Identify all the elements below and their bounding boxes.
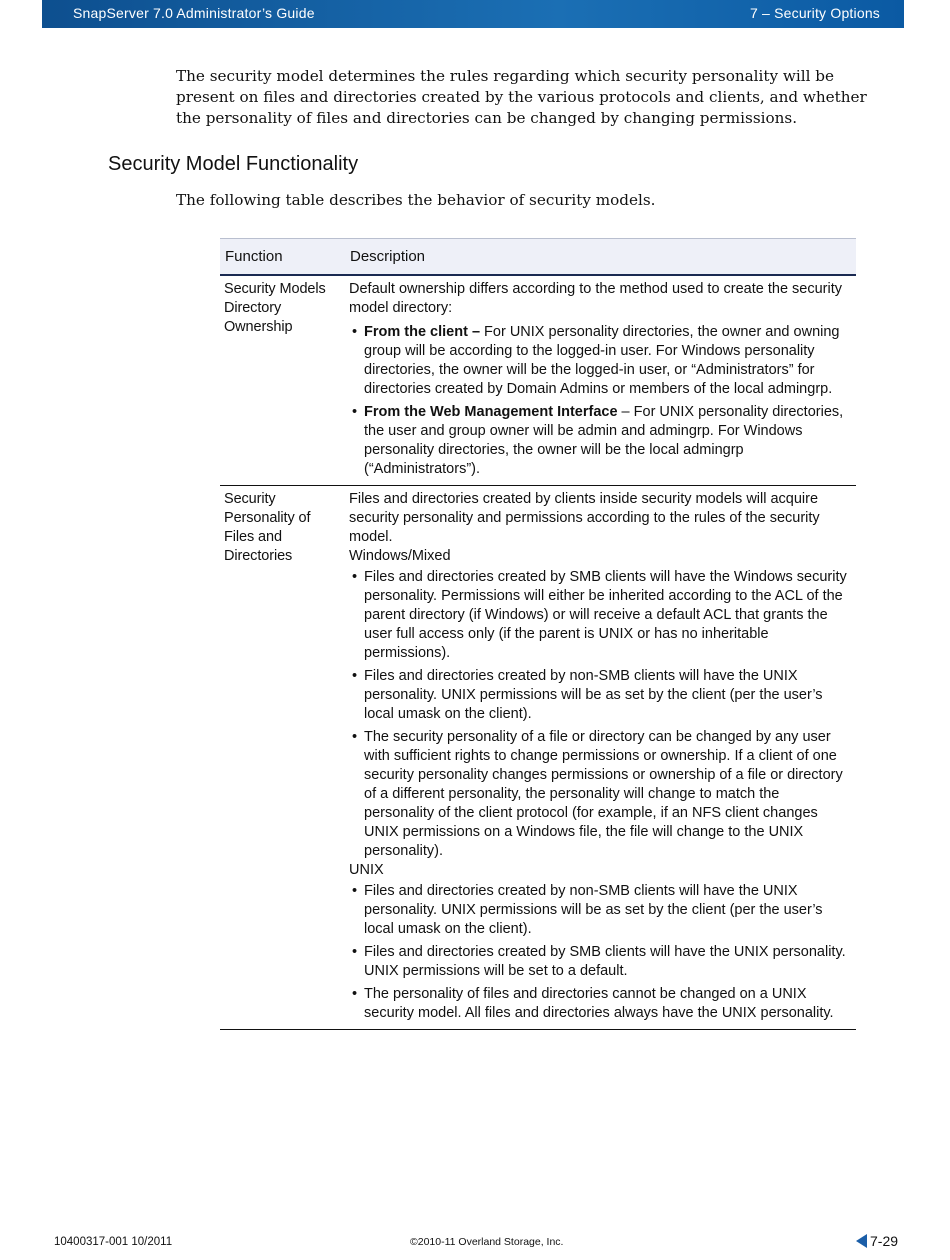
header-function: Function bbox=[225, 248, 283, 265]
list-item: • Files and directories created by non-SMB clients will have the UNIX personality. UNIX permissions will be as set by the client (per the user’s local umask on the client). bbox=[349, 882, 848, 939]
bullet-list bbox=[349, 323, 848, 479]
row-description bbox=[349, 486, 856, 1029]
table-row bbox=[220, 276, 856, 486]
footer-copyright: ©2010-11 Overland Storage, Inc. bbox=[410, 1236, 564, 1248]
row-function-label: Security Personality of Files and Directories bbox=[224, 491, 311, 564]
bullet-list bbox=[349, 568, 848, 861]
list-item: • The security personality of a file or directory can be changed by any user with sufficient rights to change permissions or ownership. If a client of one security personality changes permissions or ownership of a file or directory of a different personality, the personality will change to match the personality of the client protocol (for example, if an NFS client changes UNIX permissions on a Windows file, the file will change to the UNIX personality). bbox=[349, 728, 848, 861]
bullet-term: From the Web Management Interface bbox=[364, 404, 618, 420]
intro-paragraph: The security model determines the rules regarding which security personality will be present on files and directories created by the various protocols and clients, and whether the personality of files and directories can be changed by changing permissions. bbox=[176, 67, 867, 127]
row-function-label: Security Models Directory Ownership bbox=[224, 281, 326, 335]
left-triangle-icon bbox=[856, 1234, 867, 1248]
table-row bbox=[220, 486, 856, 1030]
description-intro: Default ownership differs according to the method used to create the security model directory: bbox=[349, 281, 843, 316]
list-item bbox=[349, 323, 848, 399]
list-item bbox=[349, 403, 848, 479]
bullet-text: For UNIX personality directories, the owner and owning group will be according to the logged-in user. For Windows personality directories, the owner will be the logged-in user, or “Administrators” for directories created by Domain Admins or members of the local admingrp. bbox=[364, 324, 840, 397]
lead-paragraph: The following table describes the behavior of security models. bbox=[176, 191, 656, 209]
header-chapter-title: 7 – Security Options bbox=[749, 5, 880, 21]
list-item: • Files and directories created by SMB clients will have the UNIX personality. UNIX permissions will be set to a default. bbox=[349, 943, 848, 981]
row-description bbox=[349, 276, 856, 485]
list-item: • Files and directories created by non-SMB clients will have the UNIX personality. UNIX permissions will be as set by the client (per the user’s local umask on the client). bbox=[349, 667, 848, 724]
subheading-windows: Windows/Mixed bbox=[349, 548, 451, 564]
page-header bbox=[42, 0, 904, 28]
section-title: Security Model Functionality bbox=[108, 153, 359, 175]
list-item: • The personality of files and directories cannot be changed on a UNIX security model. All files and directories always have the UNIX personality. bbox=[349, 985, 848, 1023]
bullet-term: From the client – bbox=[364, 324, 481, 340]
subheading-unix: UNIX bbox=[349, 862, 384, 878]
footer-page bbox=[856, 1233, 898, 1249]
page-number: 7-29 bbox=[870, 1233, 899, 1249]
header-guide-title: SnapServer 7.0 Administrator’s Guide bbox=[73, 5, 315, 21]
footer-doc-number: 10400317-001 10/2011 bbox=[54, 1236, 173, 1248]
description-intro: Files and directories created by clients inside security models will acquire security personality and permissions according to the rules of the security model. bbox=[349, 491, 820, 545]
header-description: Description bbox=[350, 248, 426, 265]
bullet-list bbox=[349, 882, 848, 1023]
bullet-text: – For UNIX personality directories, the user and group owner will be admin and admingrp. For Windows personality directories, the owner will be the local admingrp (“Administrators”). bbox=[364, 404, 844, 477]
security-model-table bbox=[220, 238, 856, 1030]
list-item: • Files and directories created by SMB clients will have the Windows security personality. Permissions will either be inherited according to the ACL of the parent directory (if Windows) or will receive a default ACL that grants the user full access only (if the parent is UNIX or has no inheritable permissions). bbox=[349, 568, 848, 663]
table-header-row bbox=[220, 238, 856, 276]
